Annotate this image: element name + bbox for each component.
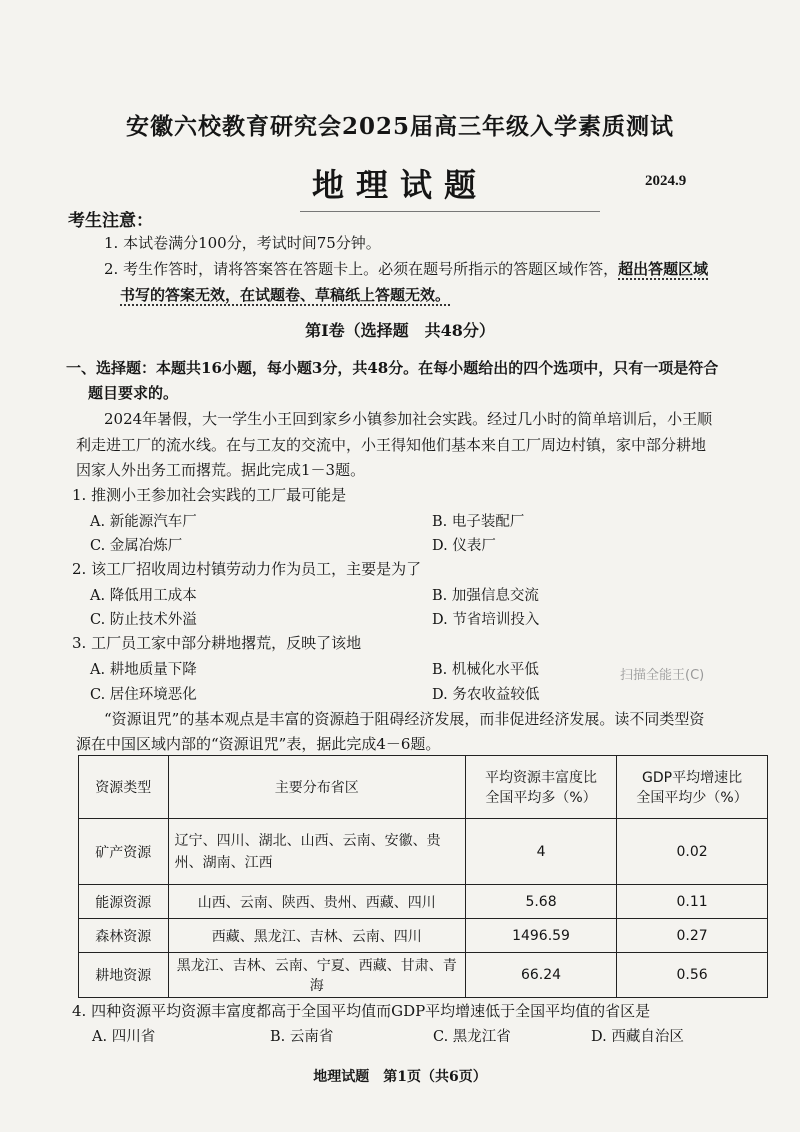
notice-item-2-continued [120,284,450,305]
question-4-stem: 4. 四种资源平均资源丰富度都高于全国平均值而GDP平均增速低于全国平均值的省区是 [72,1002,651,1020]
question-1-option-a: A. 新能源汽车厂 [90,514,197,530]
header-rule [300,211,600,212]
question-1-option-d: D. 仪表厂 [432,538,496,554]
cell-gdp: 0.27 [617,919,768,953]
resource-curse-table [78,755,768,998]
cell-provinces: 辽宁、四川、湖北、山西、云南、安徽、贵州、湖南、江西 [168,819,465,885]
part-instructions-continued: 题目要求的。 [88,384,179,402]
question-2-option-a: A. 降低用工成本 [90,588,197,604]
exam-title: 安徽六校教育研究会2025届高三年级入学素质测试 [125,113,674,140]
cell-type: 能源资源 [79,885,169,919]
question-1-option-b: B. 电子装配厂 [432,514,525,530]
cell-provinces: 黑龙江、吉林、云南、宁夏、西藏、甘肃、青海 [168,953,465,998]
question-2-option-b: B. 加强信息交流 [432,588,539,604]
question-3-option-a: A. 耕地质量下降 [90,662,197,678]
header-richness-line-2: 全国平均多（%） [485,790,597,806]
header-gdp-line-1: GDP平均增速比 [642,770,743,786]
passage-1-line-3: 因家人外出务工而撂荒。据此完成1－3题。 [76,461,366,479]
question-3-option-b: B. 机械化水平低 [432,662,539,678]
cell-richness: 66.24 [465,953,616,998]
section-heading: 第Ⅰ卷（选择题 共48分） [305,321,495,340]
notice-item-2 [104,258,708,279]
cell-gdp: 0.02 [617,819,768,885]
cell-richness: 4 [465,819,616,885]
header-resource-type: 资源类型 [79,756,169,819]
passage-1-line-2: 利走进工厂的流水线。在与工友的交流中，小王得知他们基本来自工厂周边村镇，家中部分耕地 [76,436,707,454]
question-2-option-d: D. 节省培训投入 [432,612,540,628]
question-3-stem: 3. 工厂员工家中部分耕地撂荒，反映了该地 [72,634,362,652]
header-gdp [617,756,768,819]
table-row [79,919,768,953]
cell-type: 耕地资源 [79,953,169,998]
question-4-option-d: D. 西藏自治区 [591,1029,684,1045]
cell-richness: 1496.59 [465,919,616,953]
question-4-option-b: B. 云南省 [270,1029,334,1045]
cell-provinces: 西藏、黑龙江、吉林、云南、四川 [168,919,465,953]
notice-item-2-emphasis-continued: 书写的答案无效，在试题卷、草稿纸上答题无效。 [120,286,451,304]
header-richness-line-1: 平均资源丰富度比 [485,770,598,786]
table-row [79,819,768,885]
cell-richness: 5.68 [465,885,616,919]
notice-item-2-emphasis: 超出答题区域 [618,260,709,278]
header-provinces: 主要分布省区 [168,756,465,819]
cell-gdp: 0.56 [617,953,768,998]
cell-provinces: 山西、云南、陕西、贵州、西藏、四川 [168,885,465,919]
table-row [79,953,768,998]
header-gdp-line-2: 全国平均少（%） [636,790,748,806]
table-row [79,885,768,919]
passage-2-line-1: “资源诅咒”的基本观点是丰富的资源趋于阻碍经济发展，而非促进经济发展。读不同类型资 [104,710,705,728]
question-3-option-c: C. 居住环境恶化 [90,687,197,703]
question-4-option-a: A. 四川省 [92,1029,156,1045]
cell-gdp: 0.11 [617,885,768,919]
cell-type: 森林资源 [79,919,169,953]
question-3-option-d: D. 务农收益较低 [432,687,540,703]
part-instructions: 一、选择题：本题共16小题，每小题3分，共48分。在每小题给出的四个选项中，只有一项是符合 [66,359,719,377]
exam-date: 2024.9 [645,173,687,189]
table-header-row [79,756,768,819]
header-richness [465,756,616,819]
passage-1-line-1: 2024年暑假，大一学生小王回到家乡小镇参加社会实践。经过几小时的简单培训后，小王顺 [104,410,713,428]
cell-type: 矿产资源 [79,819,169,885]
question-2-stem: 2. 该工厂招收周边村镇劳动力作为员工，主要是为了 [72,560,422,578]
notice-heading: 考生注意： [68,211,153,231]
notice-item-1: 1. 本试卷满分100分，考试时间75分钟。 [104,234,381,252]
page-footer: 地理试题 第1页（共6页） [313,1069,487,1085]
question-2-option-c: C. 防止技术外溢 [90,612,197,628]
question-1-stem: 1. 推测小王参加社会实践的工厂最可能是 [72,486,347,504]
scanner-watermark: 扫描全能王(C) [620,668,705,683]
question-4-option-c: C. 黑龙江省 [433,1029,511,1045]
question-1-option-c: C. 金属冶炼厂 [90,538,183,554]
notice-item-2-text: 2. 考生作答时，请将答案答在答题卡上。必须在题号所指示的答题区域作答， [104,260,619,278]
subject-title: 地理试题 [311,166,488,204]
passage-2-line-2: 源在中国区域内部的“资源诅咒”表，据此完成4－6题。 [76,735,441,753]
